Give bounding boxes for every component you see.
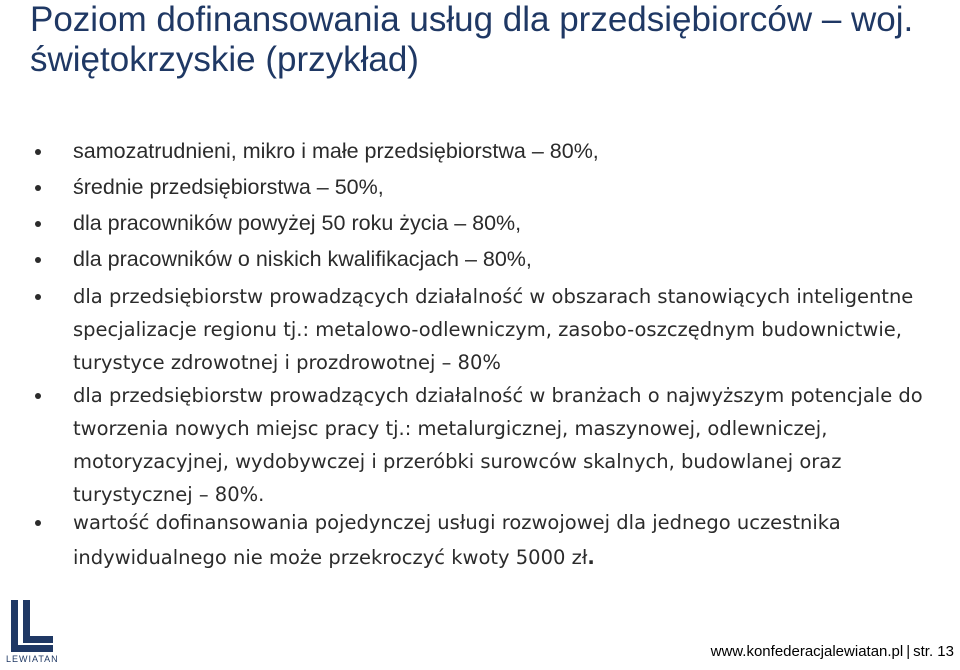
bullet-item xyxy=(73,134,957,168)
logo-text: LEWIATAN xyxy=(6,654,59,664)
bullet-bold-period: . xyxy=(587,546,595,569)
bullet-dot xyxy=(35,149,41,155)
bullet-item xyxy=(73,206,957,240)
bullet-text: wartość dofinansowania pojedynczej usługi rozwojowej dla jednego uczestnika indywidualnego nie może przekroczyć kwoty 5000 zł xyxy=(73,511,841,569)
bullet-dot xyxy=(35,185,41,191)
slide-title: Poziom dofinansowania usług dla przedsiębiorców – woj. świętokrzyskie (przykład) xyxy=(30,0,914,79)
footer-url[interactable]: www.konfederacjalewiatan.pl xyxy=(710,643,904,660)
lewiatan-logo xyxy=(6,598,58,668)
bullet-text: dla przedsiębiorstw prowadzących działalność w obszarach stanowiących inteligentne specjalizacje regionu tj.: metalowo-odlewniczym, zasobo-oszczędnym budownictwie, turystyce zdrowotnej i prozdrowotnej – 80% xyxy=(73,285,914,374)
page-number: str. 13 xyxy=(913,643,954,660)
bullet-text: średnie przedsiębiorstwa – 50%, xyxy=(73,175,384,199)
bullet-dot xyxy=(35,294,41,300)
bullet-dot xyxy=(35,520,41,526)
bullet-dot xyxy=(35,257,41,263)
bullet-item xyxy=(73,170,957,204)
bullet-text: dla pracowników o niskich kwalifikacjach – 80%, xyxy=(73,247,532,271)
bullet-item xyxy=(73,379,957,511)
bullet-item xyxy=(73,242,957,276)
bullet-item xyxy=(73,280,957,379)
lewiatan-logo-icon xyxy=(6,598,58,654)
bullet-item xyxy=(73,505,957,575)
footer xyxy=(711,643,954,661)
footer-separator: | xyxy=(906,643,911,660)
bullet-text: dla pracowników powyżej 50 roku życia – 80%, xyxy=(73,211,522,235)
bullet-dot xyxy=(35,221,41,227)
bullet-dot xyxy=(35,393,41,399)
bullet-text: samozatrudnieni, mikro i małe przedsiębiorstwa – 80%, xyxy=(73,139,599,163)
bullet-text: dla przedsiębiorstw prowadzących działalność w branżach o najwyższym potencjale do tworzenia nowych miejsc pracy tj.: metalurgicznej, maszynowej, odlewniczej, motoryzacyjnej, wydobywczej i przeróbki surowców skalnych, budowlanej oraz turystycznej – 80%. xyxy=(73,384,923,506)
